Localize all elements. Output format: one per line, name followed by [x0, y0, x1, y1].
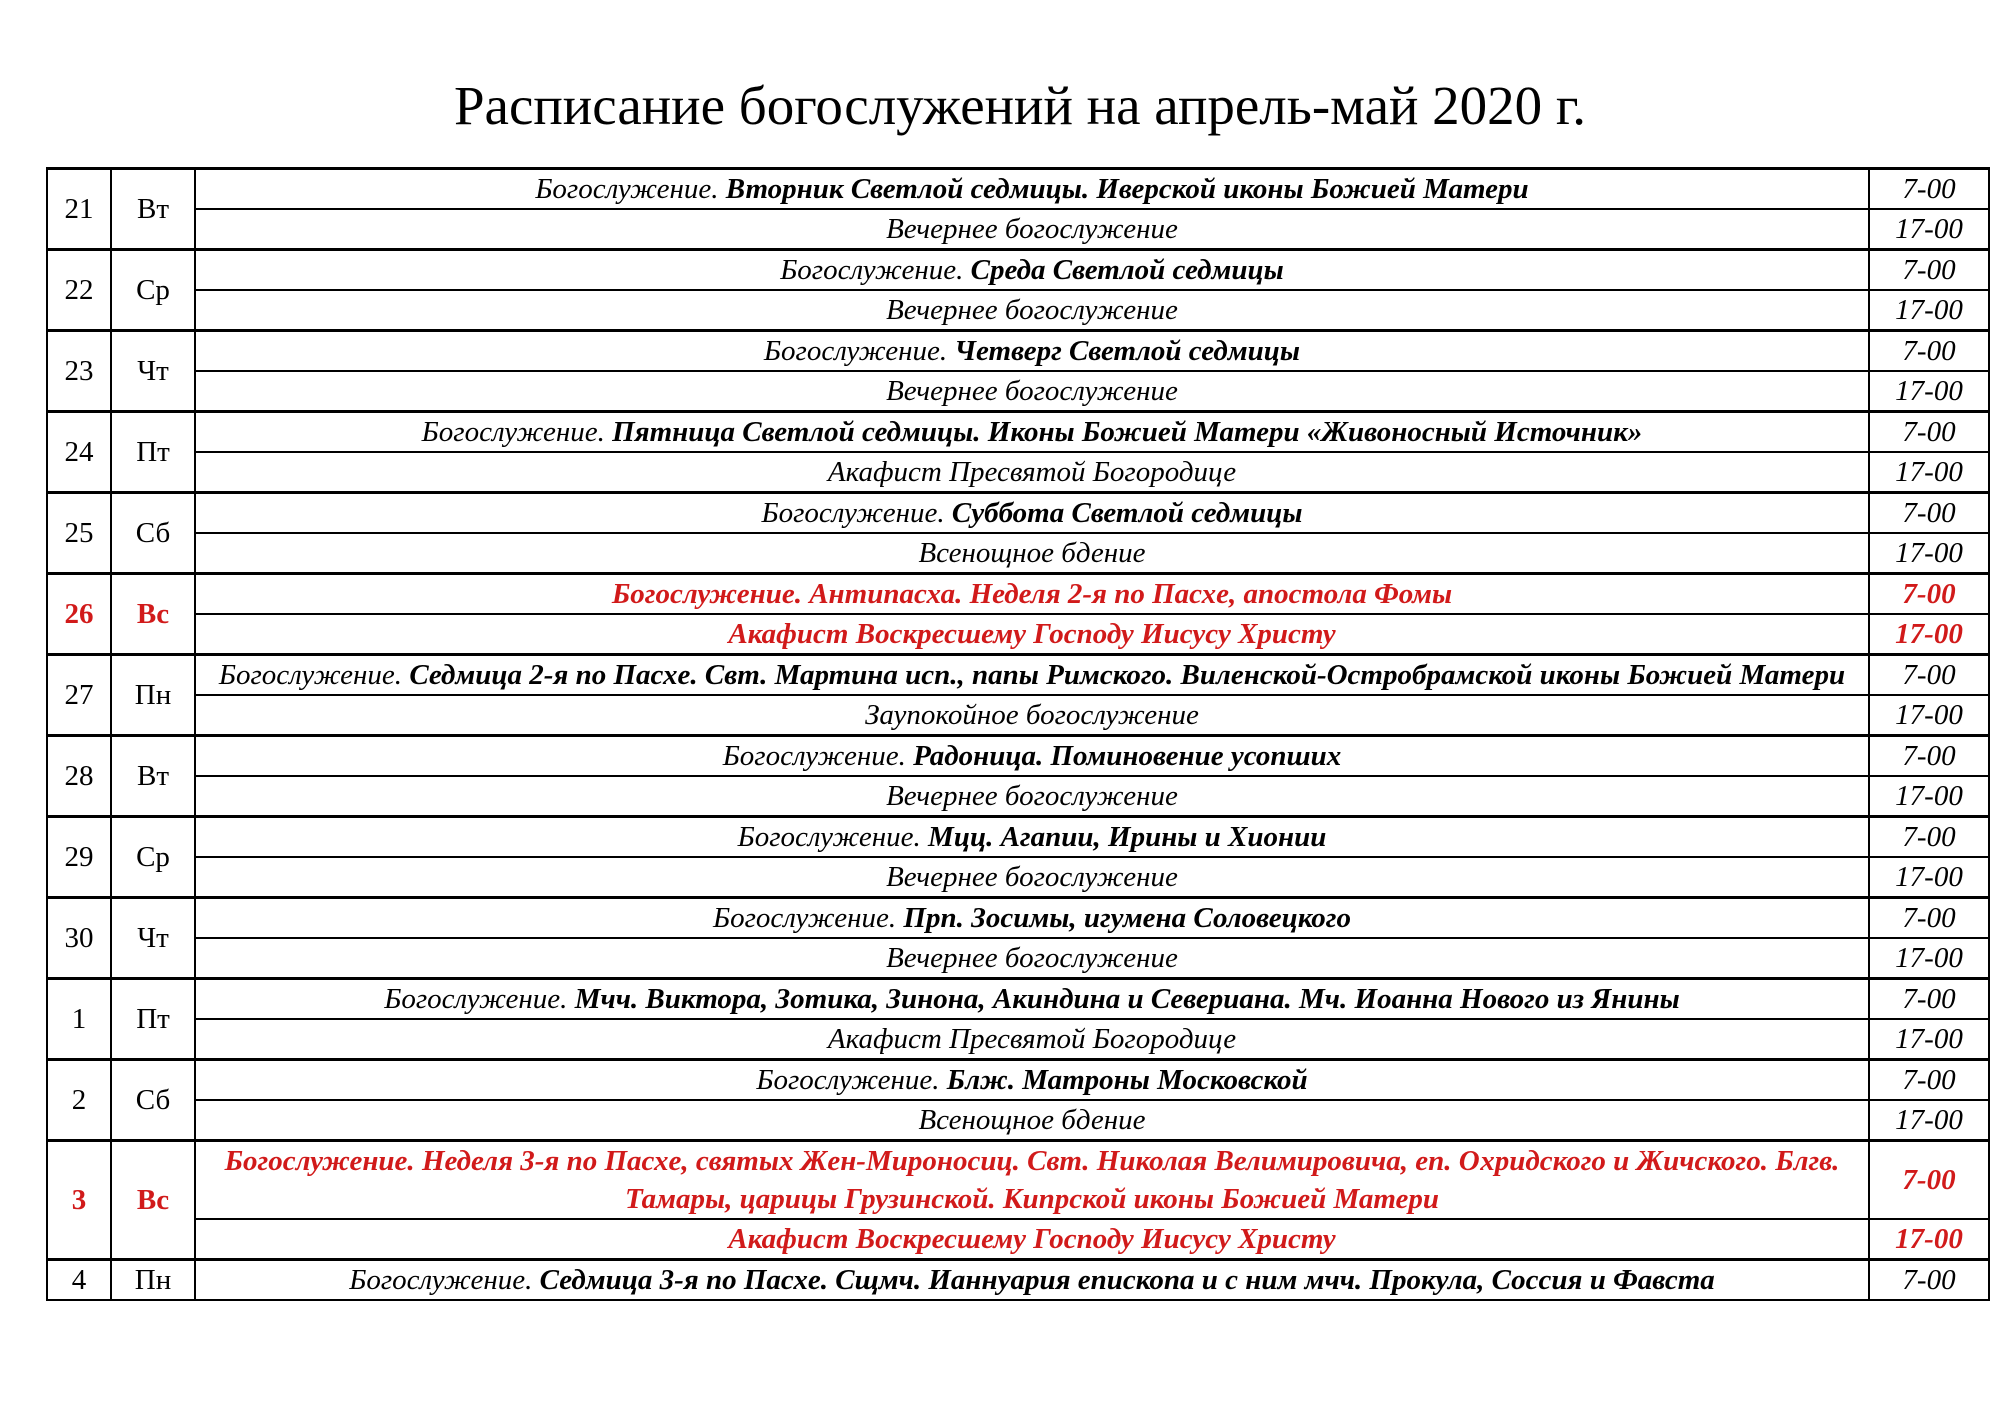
service-description	[195, 574, 1869, 615]
service-time: 7-00	[1869, 979, 1989, 1020]
service-row	[47, 817, 1989, 858]
day-number: 24	[47, 412, 111, 493]
service-description	[195, 533, 1869, 574]
service-type: Вечернее богослужение	[886, 780, 1178, 812]
day-number: 2	[47, 1060, 111, 1141]
service-type: Богослужение.	[384, 983, 568, 1015]
service-row	[47, 1100, 1989, 1141]
service-time: 17-00	[1869, 371, 1989, 412]
service-row	[47, 898, 1989, 939]
weekday: Вс	[111, 1141, 195, 1260]
service-description	[195, 655, 1869, 696]
service-time: 17-00	[1869, 1219, 1989, 1260]
service-time: 7-00	[1869, 1060, 1989, 1101]
service-time: 17-00	[1869, 290, 1989, 331]
weekday: Сб	[111, 1060, 195, 1141]
weekday: Сб	[111, 493, 195, 574]
service-description	[195, 1260, 1869, 1301]
service-description	[195, 938, 1869, 979]
day-number: 4	[47, 1260, 111, 1301]
weekday: Вт	[111, 736, 195, 817]
service-time: 7-00	[1869, 574, 1989, 615]
service-type: Богослужение.	[737, 821, 921, 853]
service-row	[47, 1260, 1989, 1301]
service-row	[47, 776, 1989, 817]
day-number: 29	[47, 817, 111, 898]
service-row	[47, 452, 1989, 493]
service-description	[195, 817, 1869, 858]
service-description	[195, 1060, 1869, 1101]
service-row	[47, 169, 1989, 210]
day-number: 23	[47, 331, 111, 412]
service-description	[195, 371, 1869, 412]
service-description	[195, 1219, 1869, 1260]
service-type: Всенощное бдение	[918, 1104, 1146, 1136]
service-description	[195, 412, 1869, 453]
service-name: Мцц. Агапии, Ирины и Хионии	[928, 821, 1327, 853]
service-type: Акафист Воскресшему Господу Иисусу Христу	[728, 1223, 1336, 1255]
service-description	[195, 857, 1869, 898]
service-description	[195, 1100, 1869, 1141]
day-number: 26	[47, 574, 111, 655]
service-time: 7-00	[1869, 1141, 1989, 1220]
service-row	[47, 250, 1989, 291]
weekday: Чт	[111, 898, 195, 979]
service-row	[47, 979, 1989, 1020]
service-row	[47, 493, 1989, 534]
schedule-table	[46, 167, 1990, 1301]
weekday: Пт	[111, 412, 195, 493]
service-name: Пятница Светлой седмицы. Иконы Божией Матери «Живоносный Источник»	[612, 416, 1643, 448]
service-row	[47, 1019, 1989, 1060]
service-type: Богослужение.	[349, 1264, 533, 1296]
service-type: Вечернее богослужение	[886, 942, 1178, 974]
service-type: Акафист Пресвятой Богородице	[827, 1023, 1237, 1055]
service-name: Мчч. Виктора, Зотика, Зинона, Акиндина и Севериана. Мч. Иоанна Нового из Янины	[574, 983, 1680, 1015]
service-type: Вечернее богослужение	[886, 294, 1178, 326]
schedule-body	[47, 169, 1989, 1301]
service-name: Блж. Матроны Московской	[946, 1064, 1308, 1096]
service-type: Заупокойное богослужение	[865, 699, 1199, 731]
day-number: 27	[47, 655, 111, 736]
weekday: Ср	[111, 817, 195, 898]
service-time: 7-00	[1869, 1260, 1989, 1301]
day-number: 3	[47, 1141, 111, 1260]
service-row	[47, 331, 1989, 372]
service-type: Богослужение.	[218, 659, 403, 691]
service-type: Богослужение.	[763, 335, 948, 367]
service-type: Богослужение.	[224, 1145, 415, 1177]
day-number: 21	[47, 169, 111, 250]
service-description	[195, 169, 1869, 210]
service-time: 17-00	[1869, 1100, 1989, 1141]
service-description	[195, 736, 1869, 777]
service-time: 17-00	[1869, 452, 1989, 493]
service-row	[47, 209, 1989, 250]
service-time: 17-00	[1869, 695, 1989, 736]
service-time: 7-00	[1869, 250, 1989, 291]
service-type: Вечернее богослужение	[886, 375, 1178, 407]
service-description	[195, 776, 1869, 817]
service-time: 17-00	[1869, 209, 1989, 250]
service-description	[195, 979, 1869, 1020]
service-time: 17-00	[1869, 938, 1989, 979]
service-row	[47, 533, 1989, 574]
service-name: Седмица 3-я по Пасхе. Сщмч. Ианнуария епископа и с ним мчч. Прокула, Соссия и Фавста	[539, 1264, 1715, 1296]
service-type: Богослужение.	[535, 173, 719, 205]
service-type: Вечернее богослужение	[886, 861, 1178, 893]
weekday: Чт	[111, 331, 195, 412]
service-description	[195, 1141, 1869, 1220]
page-title: Расписание богослужений на апрель-май 2020 г.	[453, 75, 1587, 136]
service-row	[47, 695, 1989, 736]
service-type: Богослужение.	[421, 416, 605, 448]
service-type: Богослужение.	[611, 578, 802, 610]
service-description	[195, 1019, 1869, 1060]
service-type: Акафист Воскресшему Господу Иисусу Христу	[728, 618, 1336, 650]
service-row	[47, 938, 1989, 979]
service-type: Богослужение.	[756, 1064, 940, 1096]
service-row	[47, 736, 1989, 777]
service-row	[47, 1219, 1989, 1260]
service-name: Седмица 2-я по Пасхе. Свт. Мартина исп., папы Римского. Виленской-Остробрамской иконы Божией Матери	[409, 659, 1846, 691]
weekday: Пн	[111, 655, 195, 736]
service-name: Вторник Светлой седмицы. Иверской иконы Божией Матери	[725, 173, 1529, 205]
service-name: Неделя 3-я по Пасхе, святых Жен-Мироносиц. Свт. Николая Велимировича, еп. Охридского и Жичского. Блгв. Тамары, царицы Грузинской. Кипрской иконы Божией Матери	[421, 1145, 1840, 1215]
service-time: 7-00	[1869, 412, 1989, 453]
service-time: 7-00	[1869, 331, 1989, 372]
service-row	[47, 371, 1989, 412]
service-description	[195, 250, 1869, 291]
service-row	[47, 655, 1989, 696]
weekday: Пт	[111, 979, 195, 1060]
service-row	[47, 614, 1989, 655]
service-type: Акафист Пресвятой Богородице	[827, 456, 1237, 488]
day-number: 28	[47, 736, 111, 817]
service-name: Среда Светлой седмицы	[970, 254, 1284, 286]
service-description	[195, 290, 1869, 331]
service-time: 7-00	[1869, 493, 1989, 534]
service-name: Прп. Зосимы, игумена Соловецкого	[903, 902, 1352, 934]
service-time: 7-00	[1869, 169, 1989, 210]
service-description	[195, 898, 1869, 939]
service-type: Богослужение.	[761, 497, 945, 529]
service-type: Богослужение.	[780, 254, 964, 286]
service-description	[195, 614, 1869, 655]
service-description	[195, 695, 1869, 736]
service-row	[47, 412, 1989, 453]
service-type: Богослужение.	[712, 902, 897, 934]
service-row	[47, 1060, 1989, 1101]
service-time: 17-00	[1869, 776, 1989, 817]
service-time: 7-00	[1869, 898, 1989, 939]
day-number: 25	[47, 493, 111, 574]
service-description	[195, 493, 1869, 534]
day-number: 22	[47, 250, 111, 331]
service-time: 7-00	[1869, 817, 1989, 858]
service-row	[47, 290, 1989, 331]
service-time: 17-00	[1869, 1019, 1989, 1060]
service-time: 7-00	[1869, 736, 1989, 777]
weekday: Вт	[111, 169, 195, 250]
service-description	[195, 452, 1869, 493]
service-time: 17-00	[1869, 614, 1989, 655]
day-number: 1	[47, 979, 111, 1060]
weekday: Пн	[111, 1260, 195, 1301]
weekday: Ср	[111, 250, 195, 331]
service-name: Суббота Светлой седмицы	[951, 497, 1303, 529]
service-description	[195, 209, 1869, 250]
service-name: Антипасха. Неделя 2-я по Пасхе, апостола Фомы	[809, 578, 1453, 610]
service-time: 17-00	[1869, 533, 1989, 574]
service-description	[195, 331, 1869, 372]
service-time: 7-00	[1869, 655, 1989, 696]
service-row	[47, 857, 1989, 898]
service-type: Вечернее богослужение	[886, 213, 1178, 245]
service-name: Радоница. Поминовение усопших	[913, 740, 1342, 772]
service-row	[47, 574, 1989, 615]
service-time: 17-00	[1869, 857, 1989, 898]
service-row	[47, 1141, 1989, 1220]
service-name: Четверг Светлой седмицы	[954, 335, 1301, 367]
weekday: Вс	[111, 574, 195, 655]
service-type: Богослужение.	[722, 740, 906, 772]
day-number: 30	[47, 898, 111, 979]
service-type: Всенощное бдение	[918, 537, 1146, 569]
